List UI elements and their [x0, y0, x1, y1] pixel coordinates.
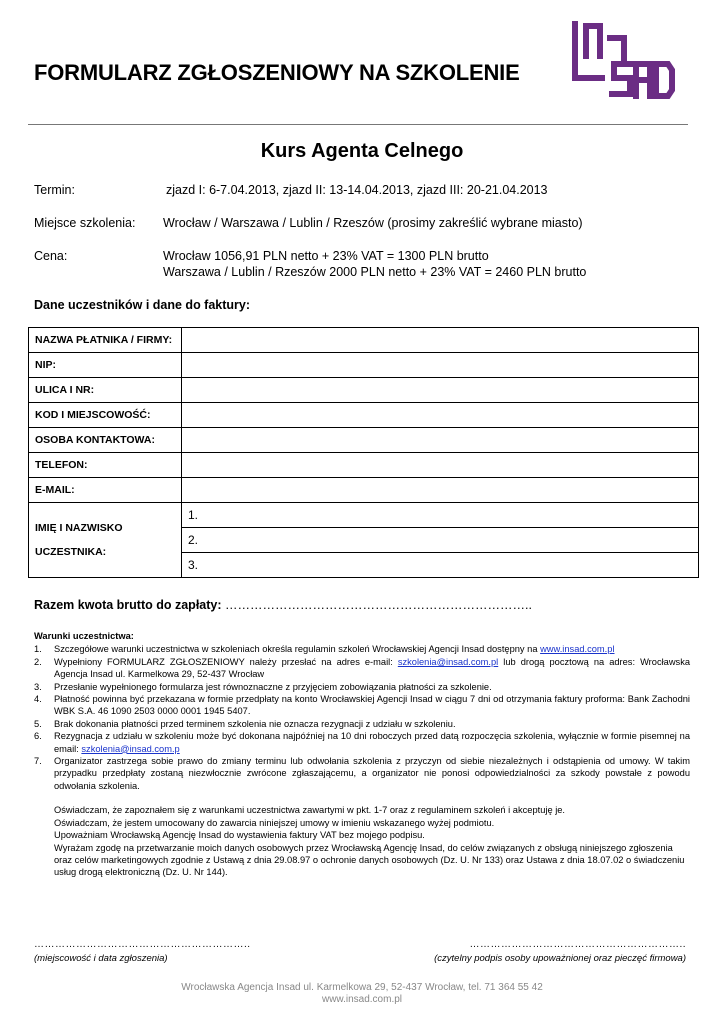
form-row-payer — [29, 328, 699, 353]
participant-label — [29, 503, 182, 578]
footer-website: www.insad.com.pl — [321, 994, 403, 1005]
field-label: ULICA I NR: — [29, 378, 182, 403]
course-title: Kurs Agenta Celnego — [260, 140, 464, 162]
field-label: OSOBA KONTAKTOWA: — [29, 428, 182, 453]
term-value: zjazd I: 6-7.04.2013, zjazd II: 13-14.04.2013, zjazd III: 20-21.04.2013 — [166, 183, 548, 197]
street-field[interactable] — [182, 378, 699, 403]
conditions-heading: Warunki uczestnictwa: — [34, 631, 134, 641]
declaration-line: Upoważniam Wrocławską Agencję Insad do wystawienia faktury VAT bez mojego podpisu. — [54, 830, 425, 841]
form-row-contact — [29, 428, 699, 453]
place-label: Miejsce szkolenia: — [34, 216, 136, 230]
registration-form-table — [28, 327, 699, 578]
condition-text: Brak dokonania płatności przed terminem szkolenia nie oznacza rezygnacji z udziału w szkoleniu. — [54, 718, 456, 729]
field-label: E-MAIL: — [29, 478, 182, 503]
condition-text: Przesłanie wypełnionego formularza jest równoznaczne z przyjęciem zobowiązania płatności za szkolenie. — [54, 681, 492, 692]
footer-address: Wrocławska Agencja Insad ul. Karmelkowa 29, 52-437 Wrocław, tel. 71 364 55 42 — [181, 982, 543, 993]
condition-item — [34, 755, 690, 792]
field-label: TELEFON: — [29, 453, 182, 478]
declaration-line: Oświadczam, że zapoznałem się z warunkami uczestnictwa zawartymi w pkt. 1-7 oraz z regulaminem szkoleń i akceptuję je. — [54, 805, 566, 816]
page-footer — [0, 982, 724, 1006]
place-value: Wrocław / Warszawa / Lublin / Rzeszów (prosimy zakreślić wybrane miasto) — [163, 216, 583, 230]
phone-field[interactable] — [182, 453, 699, 478]
declaration-line: Oświadczam, że jestem umocowany do zawarcia niniejszej umowy w imieniu wskazanego wyżej podmiotu. — [54, 817, 495, 828]
participant-label-line-2: UCZESTNIKA: — [35, 546, 107, 558]
form-row-phone — [29, 453, 699, 478]
condition-text: Organizator zastrzega sobie prawo do zmiany terminu lub odwołania szkolenia z przyczyn od siebie niezależnych i odstąpienia od umowy. W takim przypadku przedpłaty zostaną niezwłocznie zwrócone zgłaszającemu, a organizator nie ponosi odpowiedzialności za szkody powstałe z powodu odwołania szkolenia. — [54, 756, 690, 791]
form-row-city — [29, 403, 699, 428]
participant-1-field[interactable]: 1. — [182, 503, 699, 528]
contact-person-field[interactable] — [182, 428, 699, 453]
authorized-signature-caption: (czytelny podpis osoby upoważnionej oraz pieczęć firmowa) — [434, 953, 686, 964]
conditions-list — [34, 643, 690, 792]
price-label: Cena: — [34, 249, 68, 263]
condition-number: 3. — [34, 681, 42, 692]
condition-text: Szczegółowe warunki uczestnictwa w szkoleniach określa regulamin szkoleń Wrocławskiej Agencji Insad dostępny na — [54, 644, 541, 655]
form-row-nip — [29, 353, 699, 378]
condition-number: 6. — [34, 731, 42, 742]
condition-item — [34, 693, 690, 718]
condition-item — [34, 730, 690, 755]
participant-2-field[interactable]: 2. — [182, 528, 699, 553]
payer-name-field[interactable] — [182, 328, 699, 353]
insad-website-link[interactable]: www.insad.com.pl — [540, 644, 615, 655]
price-line-2: Warszawa / Lublin / Rzeszów 2000 PLN netto + 23% VAT = 2460 PLN brutto — [163, 265, 587, 279]
authorized-signature-line[interactable]: …………………………………………………….. — [469, 939, 686, 950]
insad-logo — [568, 20, 676, 100]
field-label: NIP: — [29, 353, 182, 378]
field-label: NAZWA PŁATNIKA / FIRMY: — [29, 328, 182, 353]
conditions-section — [34, 630, 690, 879]
header-divider — [28, 124, 688, 125]
total-dots: ……………………………………………………………….. — [221, 598, 532, 612]
email-link[interactable]: szkolenia@insad.com.pl — [397, 656, 499, 667]
postcode-city-field[interactable] — [182, 403, 699, 428]
declaration-line: Wyrażam zgodę na przetwarzanie moich danych osobowych przez Wrocławską Agencję Insad, do celów związanych z obsługą niniejszego zgłoszenia oraz celów marketingowych zgodnie z Ustawą z dnia 29.08.97 o ochronie danych osobowych (Dz. U. Nr 133) oraz Ustawa z dnia 18.07.02 o świadczeniu usług drogą elektroniczną (Dz. U. Nr 144). — [54, 842, 685, 878]
email-field[interactable] — [182, 478, 699, 503]
place-date-signature-line[interactable]: …………………………………………………….. — [34, 939, 251, 950]
condition-item — [34, 718, 690, 730]
declarations — [34, 804, 690, 878]
place-date-caption: (miejscowość i data zgłoszenia) — [34, 953, 168, 964]
condition-text-after: lub drogą pocztową na adres: Wrocławska Agencja Insad ul. Karmelkowa 29, 52-437 Wrocław — [54, 656, 691, 680]
condition-number: 2. — [34, 656, 42, 667]
form-row-email — [29, 478, 699, 503]
condition-text: Wypełniony FORMULARZ ZGŁOSZENIOWY należy przesłać na adres e-mail: — [54, 656, 398, 667]
page-title: FORMULARZ ZGŁOSZENIOWY NA SZKOLENIE — [34, 60, 520, 85]
form-row-participant-1 — [29, 503, 699, 528]
price-line-1: Wrocław 1056,91 PLN netto + 23% VAT = 1300 PLN brutto — [163, 249, 489, 263]
participant-label-line-1: IMIĘ I NAZWISKO — [35, 522, 123, 534]
participant-3-field[interactable]: 3. — [182, 553, 699, 578]
condition-number: 1. — [34, 644, 42, 655]
form-row-street — [29, 378, 699, 403]
condition-text: Rezygnacja z udziału w szkoleniu może być dokonana najpóźniej na 10 dni roboczych przed datą rozpoczęcia szkolenia, wyłącznie w formie pisemnej na email: — [54, 731, 690, 754]
email-link[interactable]: szkolenia@insad.com.p — [81, 743, 180, 754]
total-amount-line — [34, 598, 532, 612]
condition-text: Płatność powinna być przekazana w formie przedpłaty na konto Wrocławskiej Agencji Insad w ciągu 7 dni od otrzymania faktury proforma: Bank Zachodni WBK S.A. 46 1090 2503 0000 0001 1945 5407. — [54, 694, 690, 717]
condition-item — [34, 681, 690, 693]
condition-number: 7. — [34, 756, 42, 767]
total-label: Razem kwota brutto do zapłaty: — [34, 598, 222, 612]
term-label: Termin: — [34, 183, 75, 197]
condition-number: 5. — [34, 718, 42, 729]
field-label: KOD I MIEJSCOWOŚĆ: — [29, 403, 182, 428]
form-section-title: Dane uczestników i dane do faktury: — [34, 298, 251, 312]
condition-item — [34, 656, 690, 681]
condition-number: 4. — [34, 694, 42, 705]
condition-item — [34, 643, 690, 655]
nip-field[interactable] — [182, 353, 699, 378]
